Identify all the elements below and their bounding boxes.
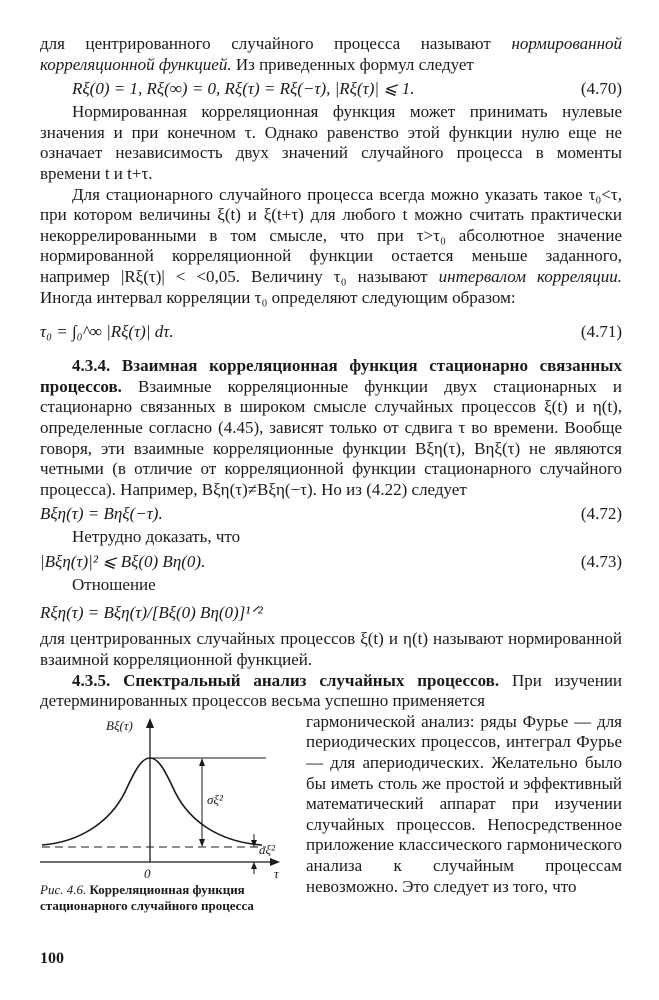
equation-number: (4.71)	[580, 322, 622, 342]
equation-4-72	[40, 502, 622, 525]
equation-4-70	[40, 77, 622, 100]
correlation-plot	[40, 712, 290, 882]
equation-4-73	[40, 550, 622, 573]
equation-number: (4.70)	[580, 79, 622, 99]
y-axis-arrow	[146, 718, 154, 728]
paragraph-after-ratio: для центрированных случайных процессов ξ(t) и η(t) называют нормированной взаимной корреляционной функцией.	[40, 629, 622, 670]
caption-text: Корреляционная функция стационарного случайного процесса	[40, 881, 254, 913]
correlation-curve	[42, 758, 262, 845]
y-axis-label: Bξ(τ)	[106, 717, 133, 733]
figure-caption	[40, 882, 290, 914]
origin-label: 0	[144, 865, 151, 881]
equation-4-71	[40, 310, 622, 354]
term-correlation-interval: интервалом корреляции.	[438, 266, 622, 286]
figure-4-6	[40, 712, 290, 887]
term-normalized-correlation: нормированной корреляционной функцией.	[40, 34, 623, 74]
figure-area	[40, 712, 622, 942]
side-text: гармонической анализ: ряды Фурье — для периодических процессов, интеграл Фурье — для апериодических. Желательно было бы иметь столь же простой и эффективный математический аппарат при изучении случайных процессов. Непосредственное приложение классического гармонического анализа к случайным процессам невозможно. Это следует из того, что	[306, 711, 622, 896]
paragraph-2: Нормированная корреляционная функция может принимать нулевые значения и при конечном τ. Однако равенство этой функции нулю еще не означает независимость двух значений случайного процесса в моменты времени t и t+τ.	[40, 102, 622, 183]
equation-ratio	[40, 597, 622, 627]
equation-number: (4.73)	[580, 551, 622, 571]
equation-formula: Bξη(τ) = Bηξ(−τ).	[40, 504, 163, 524]
equation-number: (4.72)	[580, 504, 622, 524]
equation-formula: Rξη(τ) = Bξη(τ)/[Bξ(0) Bη(0)]¹ᐟ²	[40, 603, 263, 623]
section-4-3-4: 4.3.4. Взаимная корреляционная функция стационарно связанных процессов. Взаимные корреляционные функции двух стационарных и стационарно связанных в широком смысле случайных процессов ξ(t) и η(t), определенные согласно (4.45), зависят только от сдвига τ во времени. Вообще говоря, эти взаимные корреляционные функции Bξη(τ), Bηξ(τ) не являются четными (в отличие от корреляционной функции стационарного случайного процесса). Например, Bξη(τ)≠Bξη(−τ). Но из (4.22) следует	[40, 356, 622, 499]
sigma-label: σξ²	[207, 791, 223, 807]
page-number: 100	[40, 950, 64, 967]
line-easy-to-prove: Нетрудно доказать, что	[72, 527, 241, 547]
a-label: aξ²	[259, 841, 275, 857]
equation-formula: |Bξη(τ)|² ⩽ Bξ(0) Bη(0).	[40, 551, 206, 571]
paragraph-3: Для стационарного случайного процесса всегда можно указать такое τ₀<τ, при котором величины ξ(t) и ξ(t+τ) для любого t можно считать практически некоррелированными в том смысле, что при τ>τ₀ абсолютное значение нормированной корреляционной функции остается меньше заданного, например |Rξ(τ)| < <0,05. Величину τ₀ называют интервалом корреляции. Иногда интервал корреляции τ₀ определяют следующим образом:	[40, 184, 622, 307]
equation-formula: τ₀ = ∫₀^∞ |Rξ(τ)| dτ.	[40, 322, 174, 342]
paragraph-1: для центрированного случайного процесса называют нормированной корреляционной функцией. Из приведенных формул следует	[40, 34, 623, 74]
equation-formula: Rξ(0) = 1, Rξ(∞) = 0, Rξ(τ) = Rξ(−τ), |Rξ(τ)| ⩽ 1.	[72, 79, 415, 99]
section-title: 4.3.4. Взаимная корреляционная функция стационарно связанных процессов.	[40, 356, 622, 396]
page-body	[40, 34, 622, 942]
figure-number: Рис. 4.6.	[40, 881, 87, 897]
section-4-3-5: 4.3.5. Спектральный анализ случайных процессов. При изучении детерминированных процессов весьма успешно применяется	[40, 670, 623, 711]
line-ratio: Отношение	[72, 574, 156, 594]
x-axis-label: τ	[274, 865, 279, 881]
section-title: 4.3.5. Спектральный анализ случайных процессов.	[72, 670, 500, 690]
